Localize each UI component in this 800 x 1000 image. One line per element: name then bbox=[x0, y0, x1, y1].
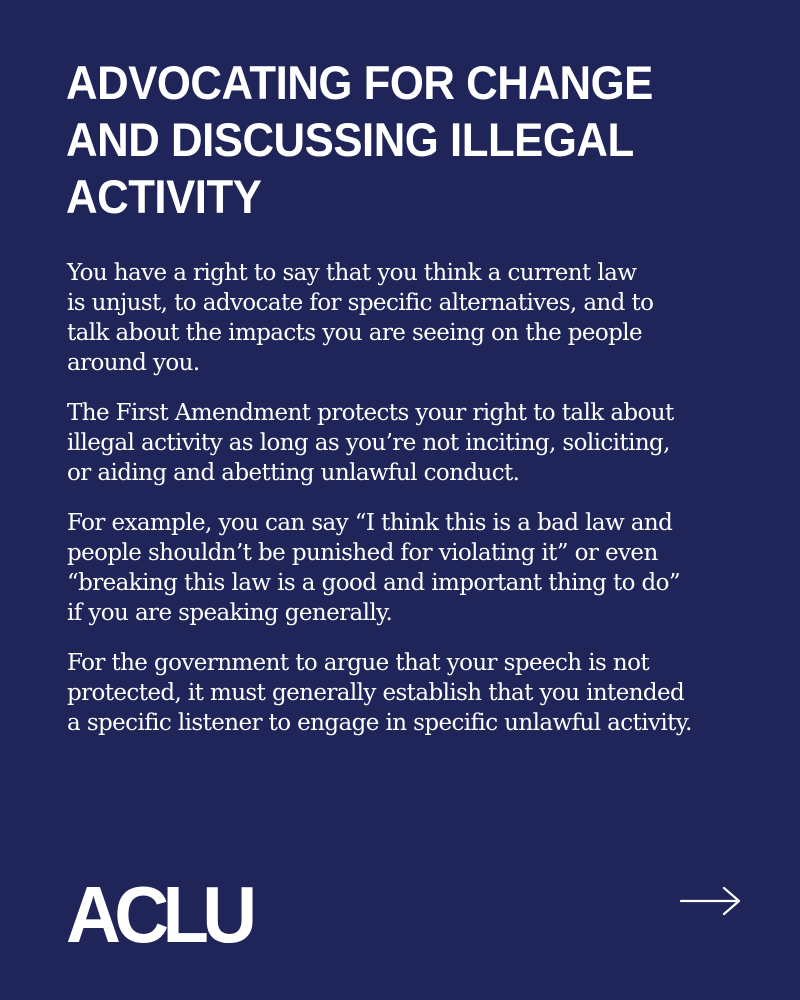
paragraph-line: “breaking this law is a good and important thing to do” bbox=[67, 570, 681, 596]
headline bbox=[66, 54, 698, 225]
paragraph-line: or aiding and abetting unlawful conduct. bbox=[67, 460, 520, 486]
body-text bbox=[67, 258, 757, 758]
paragraph-line: The First Amendment protects your right to talk about bbox=[67, 400, 674, 426]
paragraph-line: people shouldn’t be punished for violating it” or even bbox=[67, 540, 658, 566]
paragraph-line: For the government to argue that your speech is not bbox=[67, 650, 649, 676]
paragraph-government bbox=[67, 648, 757, 738]
paragraph-line: around you. bbox=[67, 350, 200, 376]
aclu-logo: ACLU bbox=[66, 870, 251, 959]
paragraph-line: protected, it must generally establish that you intended bbox=[67, 680, 685, 706]
arrow-right-icon[interactable] bbox=[680, 884, 742, 918]
paragraph-line: is unjust, to advocate for specific alternatives, and to bbox=[67, 290, 654, 316]
headline-line: ADVOCATING FOR CHANGE bbox=[66, 56, 653, 109]
paragraph-line: illegal activity as long as you’re not inciting, soliciting, bbox=[67, 430, 670, 456]
paragraph-first-amendment bbox=[67, 398, 757, 488]
paragraph-line: For example, you can say “I think this is a bad law and bbox=[67, 510, 673, 536]
headline-line: AND DISCUSSING ILLEGAL bbox=[66, 113, 634, 166]
paragraph-right-to-advocate bbox=[67, 258, 757, 378]
paragraph-line: a specific listener to engage in specific unlawful activity. bbox=[67, 710, 692, 736]
paragraph-line: talk about the impacts you are seeing on the people bbox=[67, 320, 643, 346]
headline-line: ACTIVITY bbox=[66, 170, 262, 223]
paragraph-example bbox=[67, 508, 757, 628]
paragraph-line: You have a right to say that you think a current law bbox=[67, 260, 637, 286]
paragraph-line: if you are speaking generally. bbox=[67, 600, 393, 626]
